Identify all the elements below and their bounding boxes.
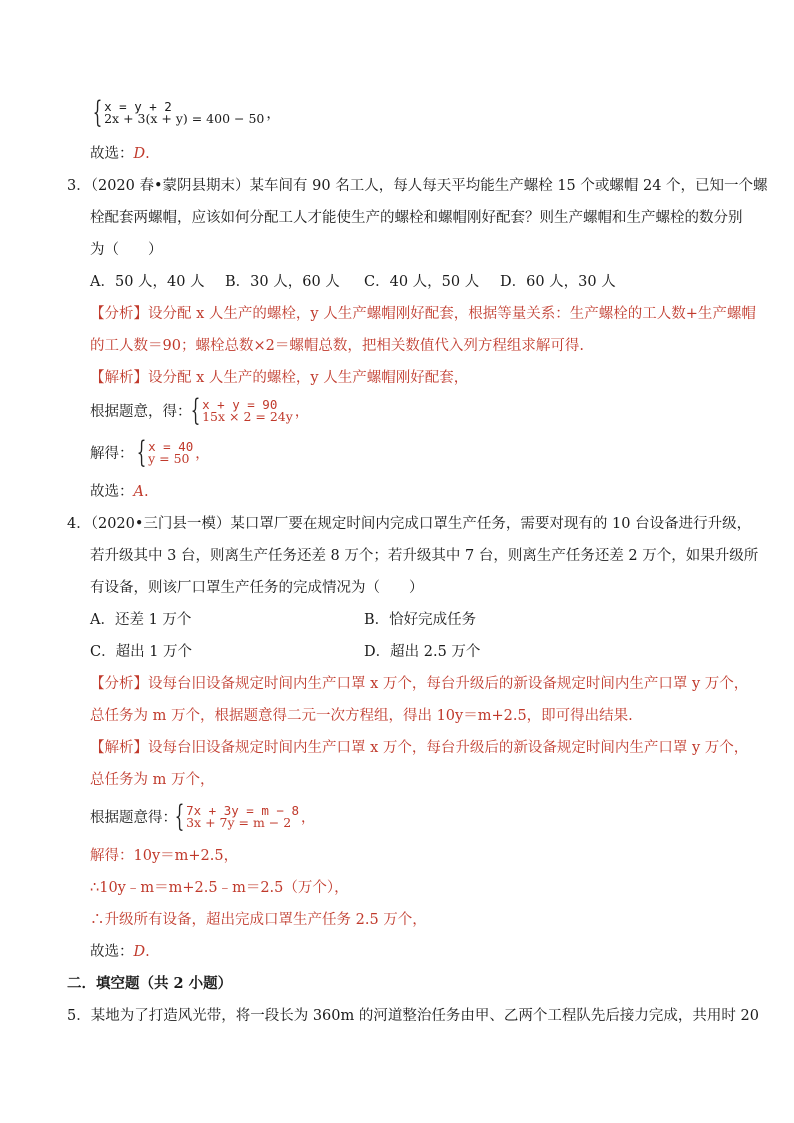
answer-suffix: . xyxy=(145,146,150,162)
solution-x: x = 40 xyxy=(148,439,194,454)
q4-option-c: C．超出 1 万个 xyxy=(90,644,193,660)
q4-according-label: 根据题意得： xyxy=(90,810,177,826)
q3-option-b: B．30 人，60 人 xyxy=(225,274,340,290)
equation-2: 15x × 2 = 24y xyxy=(202,409,293,424)
equation-tail: ， xyxy=(294,404,309,420)
answer-letter: D xyxy=(133,944,146,960)
analysis-text: 设分配 x 人生产的螺栓，y 人生产螺帽刚好配套，根据等量关系：生产螺栓的工人数+生产螺帽 xyxy=(148,306,756,322)
equation-1: x + y = 90 xyxy=(202,397,278,412)
equation-tail: ， xyxy=(266,106,281,122)
equation-tail: ， xyxy=(300,810,315,826)
q3-according-label: 根据题意，得： xyxy=(90,404,192,420)
equation-2: 3x + 7y = m − 2 xyxy=(186,815,292,830)
answer-letter: D xyxy=(133,146,146,162)
q4-option-d: D．超出 2.5 万个 xyxy=(364,644,481,660)
q3-option-d: D．60 人，30 人 xyxy=(500,274,616,290)
solution-tag: 【解析】 xyxy=(90,740,148,756)
q3-solve-label: 解得： xyxy=(90,446,134,462)
q3-analysis-line2: 的工人数＝90；螺栓总数×2＝螺帽总数，把相关数值代入列方程组求解可得. xyxy=(90,338,584,354)
analysis-text: 设每台旧设备规定时间内生产口罩 x 万个，每台升级后的新设备规定时间内生产口罩 y 万个， xyxy=(148,676,749,692)
q3-solution-line1 xyxy=(90,368,468,388)
section-title: 二．填空题（共 2 小题） xyxy=(67,975,233,992)
q3-option-a: A．50 人，40 人 xyxy=(90,274,205,290)
q3-solution-system xyxy=(132,435,210,470)
q4-analysis-line1 xyxy=(90,674,748,694)
brace-icon: { xyxy=(92,95,103,130)
q3-equation-system xyxy=(186,393,309,428)
q4-equation-system xyxy=(170,799,315,834)
q4-stem-line2: 若升级其中 3 台，则离生产任务还差 8 万个；若升级其中 7 台，则离生产任务还差 2 万个，如果升级所 xyxy=(90,548,759,564)
answer-prefix: 故选： xyxy=(90,484,134,500)
equation-tail: ， xyxy=(195,446,210,462)
equation-1: 7x + 3y = m − 8 xyxy=(186,803,299,818)
solution-text: 设每台旧设备规定时间内生产口罩 x 万个，每台升级后的新设备规定时间内生产口罩 y 万个， xyxy=(148,740,749,756)
answer-letter: A xyxy=(133,484,144,500)
q4-solution-line2: 总任务为 m 万个， xyxy=(90,772,215,788)
q4-stem-line3: 有设备，则该厂口罩生产任务的完成情况为（ ） xyxy=(90,580,424,596)
q5-stem-line1: 5．某地为了打造风光带，将一段长为 360m 的河道整治任务由甲、乙两个工程队先后接力完成，共用时 20 xyxy=(67,1008,759,1024)
q4-option-a: A．还差 1 万个 xyxy=(90,612,192,628)
q3-analysis-line1 xyxy=(90,304,756,324)
answer-prefix: 故选： xyxy=(90,944,134,960)
q4-therefore-line2: ∴升级所有设备，超出完成口罩生产任务 2.5 万个， xyxy=(90,912,427,928)
solution-y: y = 50 xyxy=(148,451,190,466)
answer-suffix: . xyxy=(145,944,150,960)
equation-system-top xyxy=(88,95,281,130)
q4-solve-line: 解得：10y＝m+2.5， xyxy=(90,848,239,864)
q3-stem-line1: 3．（2020 春•蒙阴县期末）某车间有 90 名工人，每人每天平均能生产螺栓 15 个或螺帽 24 个，已知一个螺 xyxy=(67,178,768,194)
analysis-tag: 【分析】 xyxy=(90,676,148,692)
q4-stem-line1: 4．（2020•三门县一模）某口罩厂要在规定时间内完成口罩生产任务，需要对现有的 10 台设备进行升级， xyxy=(67,516,752,532)
q4-therefore-line1: ∴10y﹣m＝m+2.5﹣m＝2.5（万个）， xyxy=(90,880,349,896)
equation-1: x = y + 2 xyxy=(104,99,172,114)
answer-top xyxy=(90,144,150,164)
answer-prefix: 故选： xyxy=(90,146,134,162)
solution-tag: 【解析】 xyxy=(90,370,148,386)
q3-stem-line2: 栓配套两螺帽，应该如何分配工人才能使生产的螺栓和螺帽刚好配套？则生产螺帽和生产螺栓的数分别 xyxy=(90,210,743,226)
q4-analysis-line2: 总任务为 m 万个，根据题意得二元一次方程组，得出 10y＝m+2.5，即可得出结果. xyxy=(90,708,633,724)
analysis-tag: 【分析】 xyxy=(90,306,148,322)
brace-icon: { xyxy=(136,435,147,470)
q4-solution-line1 xyxy=(90,738,748,758)
brace-icon: { xyxy=(174,799,185,834)
equation-2: 2x + 3(x + y) = 400 − 50 xyxy=(104,111,265,126)
answer-suffix: . xyxy=(143,484,149,500)
q4-answer xyxy=(90,942,150,962)
q3-answer xyxy=(90,482,149,502)
q4-option-b: B．恰好完成任务 xyxy=(364,612,477,628)
brace-icon: { xyxy=(190,393,201,428)
q3-stem-line3: 为（ ） xyxy=(90,242,163,258)
q3-option-c: C．40 人，50 人 xyxy=(364,274,480,290)
solution-text: 设分配 x 人生产的螺栓，y 人生产螺帽刚好配套， xyxy=(148,370,469,386)
